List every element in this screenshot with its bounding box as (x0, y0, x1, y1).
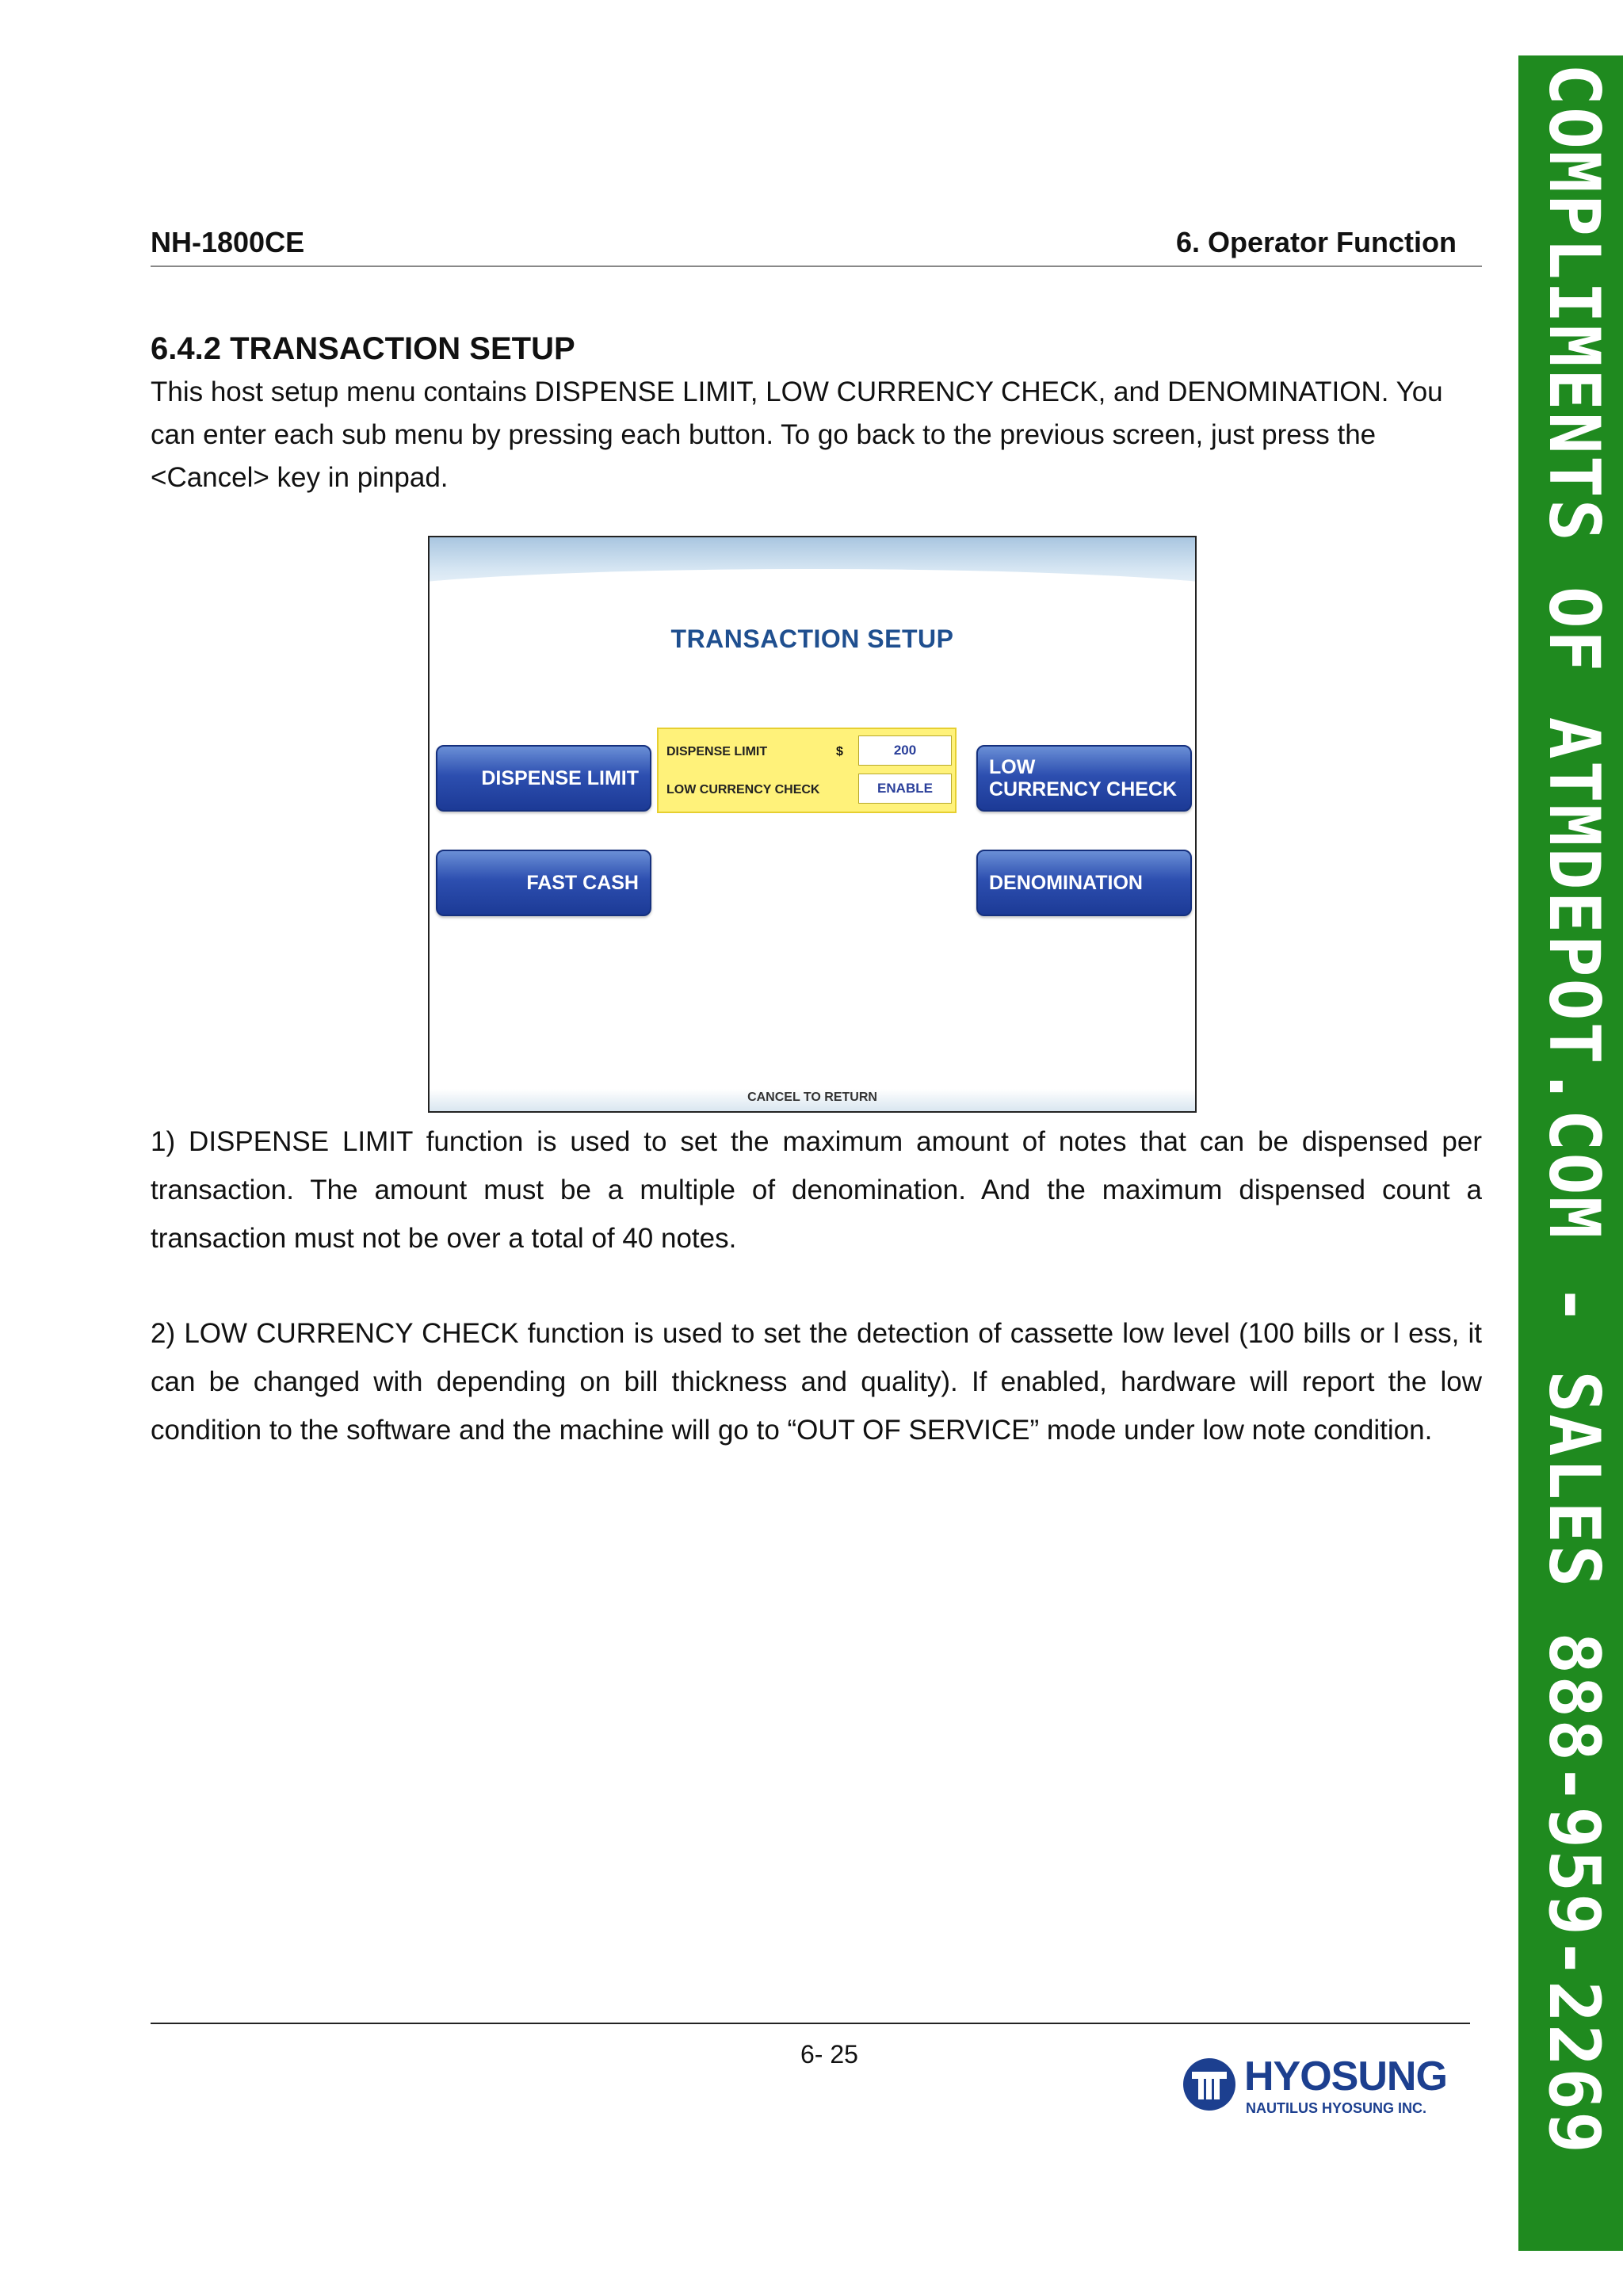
paragraph-2-text: LOW CURRENCY CHECK function is used to set the detection of cassette low level (100 bills or l ess, it can be changed with depending on bill thickness and quality). If enabled, hardware will report the low condition to the software and the machine will go to “OUT OF SERVICE” mode under low note condition. (151, 1318, 1482, 1446)
promo-sidebar-text: COMPLIMENTS OF ATMDEPOT.COM - SALES 888-959-2269 (1533, 63, 1615, 2156)
promo-sidebar (1518, 55, 1623, 2251)
dispense-limit-button[interactable] (436, 745, 651, 812)
atm-screen (428, 536, 1197, 1113)
cancel-to-return-text: CANCEL TO RETURN (747, 1091, 877, 1104)
low-currency-check-value: ENABLE (858, 774, 952, 804)
fast-cash-button-label: FAST CASH (526, 872, 639, 894)
paragraph-1-number: 1) (151, 1126, 176, 1157)
dollar-sign: $ (836, 745, 843, 758)
hyosung-emblem-icon (1181, 2056, 1238, 2113)
low-currency-check-button[interactable] (976, 745, 1192, 812)
paragraph-1-text: DISPENSE LIMIT function is used to set the maximum amount of notes that can be dispensed per transaction. The amount must be a multiple of denomination. And the maximum dispensed count a transaction must not be over a total of 40 notes. (151, 1126, 1482, 1254)
header-rule (151, 266, 1482, 267)
page-number: 6- 25 (800, 2040, 858, 2069)
paragraph-2-number: 2) (151, 1318, 176, 1349)
doc-header-model: NH-1800CE (151, 226, 305, 258)
denomination-button[interactable] (976, 850, 1192, 916)
paragraph-2 (151, 1309, 1482, 1454)
logo-wordmark: HYOSUNG (1244, 2053, 1447, 2099)
dispense-limit-value: 200 (858, 735, 952, 766)
fast-cash-button[interactable] (436, 850, 651, 916)
settings-info-box (657, 728, 957, 813)
footer-rule (151, 2023, 1470, 2024)
screen-header-swoosh (430, 537, 1195, 609)
low-currency-check-button-label: LOW CURRENCY CHECK (989, 756, 1178, 800)
dispense-limit-label: DISPENSE LIMIT (666, 745, 768, 758)
logo-subtitle: NAUTILUS HYOSUNG INC. (1246, 2100, 1427, 2116)
hyosung-logo (1181, 2051, 1458, 2122)
doc-header-chapter: 6. Operator Function (1175, 226, 1457, 258)
section-intro: This host setup menu contains DISPENSE LIMIT, LOW CURRENCY CHECK, and DENOMINATION. You can enter each sub menu by pressing each button. To go back to the previous screen, just press the <Cancel> key in pinpad. (151, 376, 1443, 493)
section-title: 6.4.2 TRANSACTION SETUP (151, 331, 575, 366)
screen-title: TRANSACTION SETUP (670, 625, 954, 653)
low-currency-check-label: LOW CURRENCY CHECK (666, 783, 820, 797)
dispense-limit-button-label: DISPENSE LIMIT (481, 767, 639, 789)
denomination-button-label: DENOMINATION (989, 872, 1143, 894)
paragraph-1 (151, 1117, 1482, 1263)
